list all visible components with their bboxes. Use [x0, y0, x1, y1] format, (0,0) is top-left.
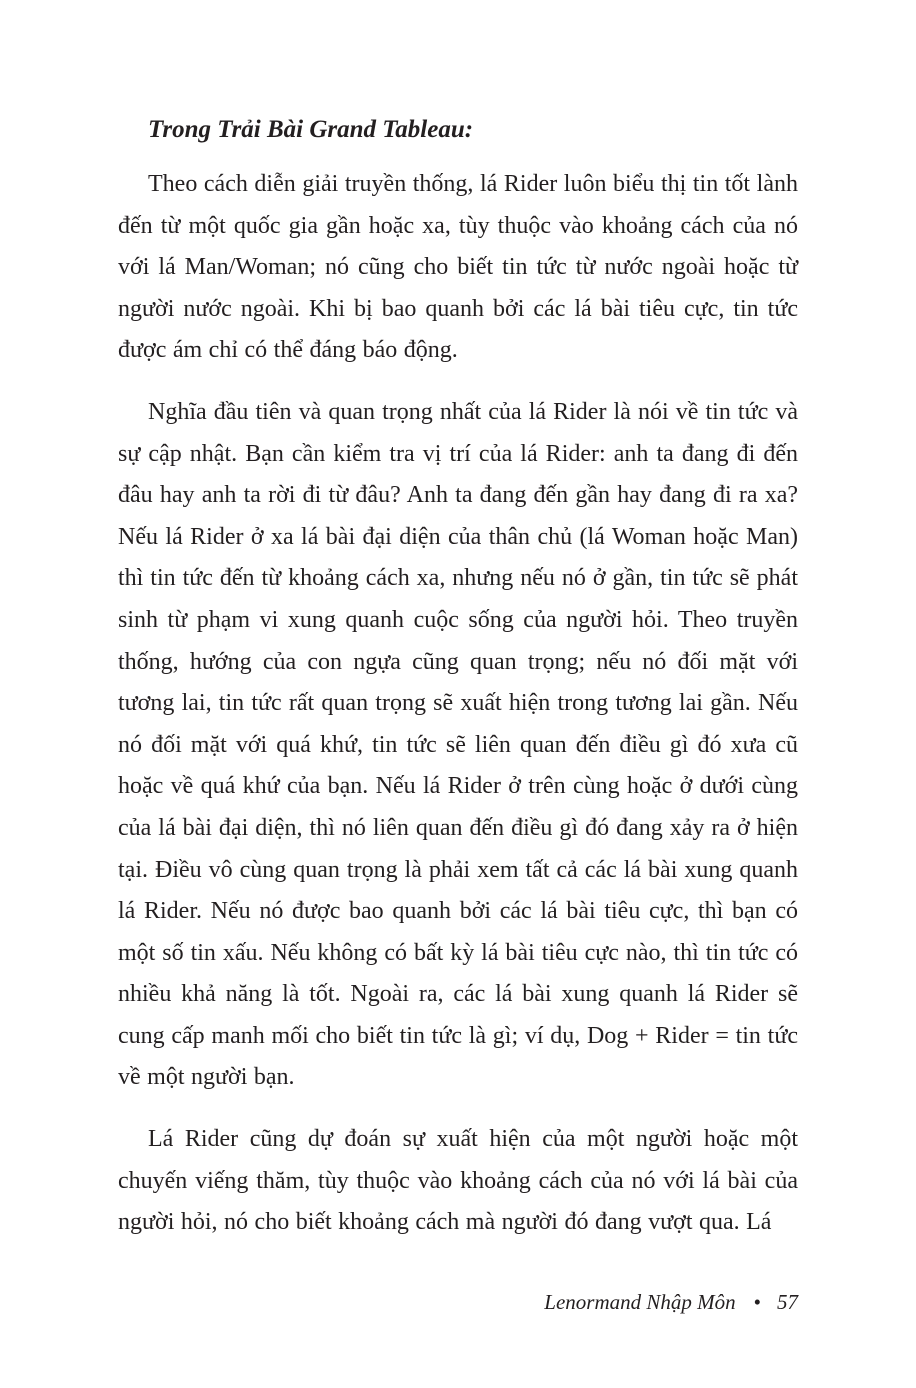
paragraph-3: Lá Rider cũng dự đoán sự xuất hiện của một người hoặc một chuyến viếng thăm, tùy thuộc vào khoảng cách của nó với lá bài của người hỏi, nó cho biết khoảng cách mà người đó đang vượt qua. Lá: [118, 1126, 798, 1236]
page-body: [118, 110, 798, 1244]
paragraph-2: Nghĩa đầu tiên và quan trọng nhất của lá Rider là nói về tin tức và sự cập nhật. Bạn cần kiểm tra vị trí của lá Rider: anh ta đang đi đến đâu hay anh ta rời đi từ đâu? Anh ta đang đến gần hay đang đi ra xa? Nếu lá Rider ở xa lá bài đại diện của thân chủ (lá Woman hoặc Man) thì tin tức đến từ khoảng cách xa, nhưng nếu nó ở gần, tin tức sẽ phát sinh từ phạm vi xung quanh cuộc sống của người hỏi. Theo truyền thống, hướng của con ngựa cũng quan trọng; nếu nó đối mặt với tương lai, tin tức rất quan trọng sẽ xuất hiện trong tương lai gần. Nếu nó đối mặt với quá khứ, tin tức sẽ liên quan đến điều gì đó xưa cũ hoặc về quá khứ của bạn. Nếu lá Rider ở trên cùng hoặc ở dưới cùng của lá bài đại diện, thì nó liên quan đến điều gì đó đang xảy ra ở hiện tại. Điều vô cùng quan trọng là phải xem tất cả các lá bài xung quanh lá Rider. Nếu nó được bao quanh bởi các lá bài tiêu cực, thì bạn có một số tin xấu. Nếu không có bất kỳ lá bài tiêu cực nào, thì tin tức có nhiều khả năng là tốt. Ngoài ra, các lá bài xung quanh lá Rider sẽ cung cấp manh mối cho biết tin tức là gì; ví dụ, Dog + Rider = tin tức về một người bạn.: [118, 398, 798, 1091]
page-number: 57: [777, 1290, 798, 1314]
footer-separator: •: [753, 1290, 761, 1314]
running-book-title: Lenormand Nhập Môn: [544, 1290, 736, 1314]
paragraph-1: Theo cách diễn giải truyền thống, lá Rider luôn biểu thị tin tốt lành đến từ một quốc gia gần hoặc xa, tùy thuộc vào khoảng cách của nó với lá Man/Woman; nó cũng cho biết tin tức từ nước ngoài hoặc từ người nước ngoài. Khi bị bao quanh bởi các lá bài tiêu cực, tin tức được ám chỉ có thể đáng báo động.: [118, 171, 798, 364]
section-heading: Trong Trải Bài Grand Tableau:: [148, 116, 474, 143]
page-footer: [544, 1286, 798, 1318]
